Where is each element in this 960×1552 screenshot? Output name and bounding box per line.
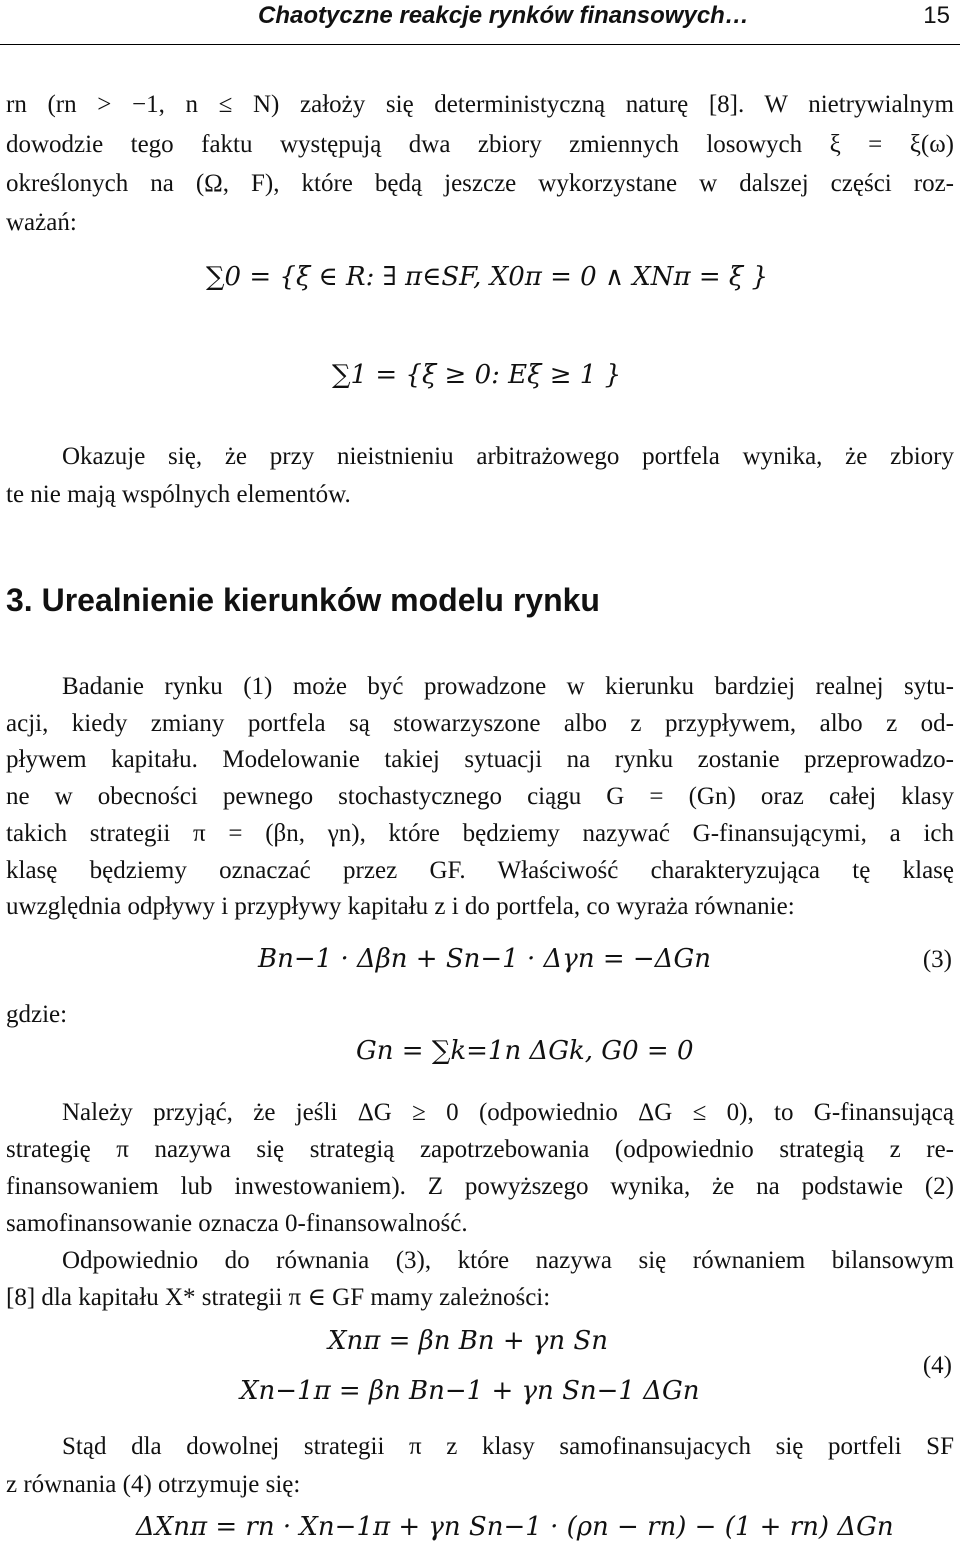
para6-line2: z równania (4) otrzymuje się: [6,1471,301,1498]
para4-line3: finansowaniem lub inwestowaniem). Z powyższego wynika, że na podstawie (2) [6,1173,954,1200]
para1-line2: dowodzie tego faktu występują dwa zbiory zmiennych losowych ξ = ξ(ω) [6,131,954,158]
para1-line4: ważań: [6,209,77,236]
equation-4-number: (4) [922,1352,952,1379]
equation-sigma0: ∑0 = {ξ ∈ R: ∃ π∈SF, X0π = 0 ∧ XNπ = ξ } [206,262,769,292]
para3-line4: ne w obecności pewnego stochastycznego ciągu G = (Gn) oraz całej klasy [6,783,954,810]
equation-3: Bn−1 · Δβn + Sn−1 · Δγn = −ΔGn [258,944,711,974]
para2-line1: Okazuje się, że przy nieistnieniu arbitrażowego portfela wynika, że zbiory [62,443,954,470]
page-number: 15 [923,2,950,29]
para5-line2: [8] dla kapitału X* strategii π ∈ GF mamy zależności: [6,1284,551,1311]
para1-line3: określonych na (Ω, F), które będą jeszcze wykorzystane w dalszej części roz- [6,170,954,197]
para4-line2: strategię π nazywa się strategią zapotrzebowania (odpowiednio strategią z re- [6,1136,954,1163]
equation-4-line2: Xn−1π = βn Bn−1 + γn Sn−1 ΔGn [240,1376,700,1406]
para6-line1: Stąd dla dowolnej strategii π z klasy samofinansujacych się portfeli SF [62,1433,954,1460]
header-rule [0,44,960,45]
equation-g-sum: Gn = ∑k=1n ΔGk, G0 = 0 [356,1036,694,1066]
para4-line4: samofinansowanie oznacza 0-finansowalność. [6,1210,468,1237]
running-header [0,0,960,48]
para3-line3: pływem kapitału. Modelowanie takiej sytuacji na rynku zostanie przeprowadzo- [6,746,954,773]
equation-4-line1: Xnπ = βn Bn + γn Sn [328,1326,608,1356]
para5-line1: Odpowiednio do równania (3), które nazywa się równaniem bilansowym [62,1247,954,1274]
equation-3-number: (3) [922,946,952,973]
para2-line2: te nie mają wspólnych elementów. [6,481,351,508]
para1-line1: rn (rn > −1, n ≤ N) założy się deterministyczną naturę [8]. W nietrywialnym [6,91,954,118]
para3-line5: takich strategii π = (βn, γn), które będziemy nazywać G-finansującymi, a ich [6,820,954,847]
running-title: Chaotyczne reakcje rynków finansowych… [258,2,749,29]
para3-line7: uwzględnia odpływy i przypływy kapitału z i do portfela, co wyraża równanie: [6,893,795,920]
gdzie-label: gdzie: [6,1001,68,1028]
para3-line1: Badanie rynku (1) może być prowadzone w kierunku bardziej realnej sytu- [62,673,954,700]
para3-line2: acji, kiedy zmiany portfela są stowarzyszone albo z przypływem, albo z od- [6,710,954,737]
equation-final: ΔXnπ = rn · Xn−1π + γn Sn−1 · (ρn − rn) − (1 + rn) ΔGn [136,1512,894,1542]
para3-line6: klasę będziemy oznaczać przez GF. Właściwość charakteryzująca tę klasę [6,857,954,884]
para4-line1: Należy przyjąć, że jeśli ΔG ≥ 0 (odpowiednio ΔG ≤ 0), to G-finansującą [62,1099,954,1126]
equation-sigma1: ∑1 = {ξ ≥ 0: Eξ ≥ 1 } [332,360,622,390]
section-heading: 3. Urealnienie kierunków modelu rynku [6,582,600,618]
